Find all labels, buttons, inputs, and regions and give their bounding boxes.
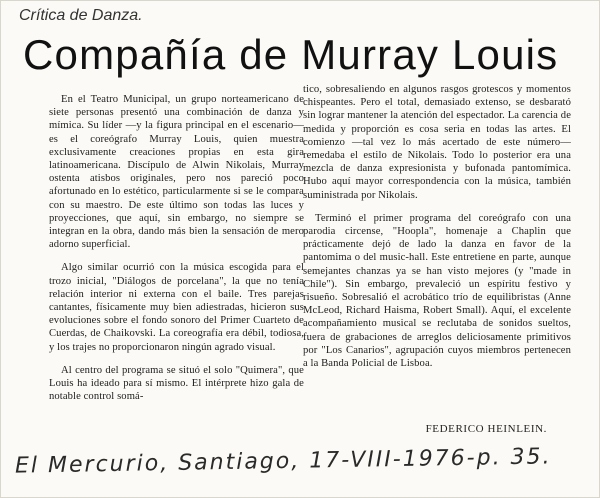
paragraph: Terminó el primer programa del coreógrafo con una parodia circense, "Hoopla", homenaje a Chaplin que prácticamente dejó de lado la danza en favor de la pantomima o del music-hall. Este entretiene en parte, aunque semejantes chanzas ya se han visto mejores (y "made in Chile"). Sin embargo, prevaleció un espíritu festivo y risueño. Sobresalió el acrobático trío de equilibristas (Anne McLeod, Richard Haisma, Robert Small). Aquí, el excelente acompañamiento musical se reclutaba de sonidos sueltos, fuera de grabaciones de arreglos deliciosamente primitivos por "Los Canarios", agrupación cuyos miembros pertenecen a la Banda Policial de Lisboa. — [303, 212, 571, 370]
article-title: Compañía de Murray Louis — [23, 31, 559, 78]
right-column — [303, 83, 571, 380]
paragraph: Algo similar ocurrió con la música escogida para el trozo inicial, "Diálogos de porcelana", la que no tenía relación interior ni externa con el baile. Tres parejas cantantes, físicamente muy bien adiestradas, hicieron sus evoluciones sobre el fondo sonoro del Primer Cuarteto de Cuerdas, de Chaikovski. La coreografía era débil, todiosa, y los trajes no proporcionaron ningún agrado visual. — [49, 262, 304, 353]
left-column — [49, 93, 304, 413]
section-label: Crítica de Danza. — [19, 7, 143, 24]
handwritten-source-note: El Mercurio, Santiago, 17-VIII-1976-p. 35. — [14, 444, 552, 479]
paragraph: En el Teatro Municipal, un grupo norteamericano de siete personas presentó una combinación de danza y mímica. Su líder —y la figura principal en el escenario— es el coreógrafo Murray Louis, quien muestra exclusivamente creaciones propias en esta gira latinoamericana. Discípulo de Alwin Nikolais, Murray ostenta atisbos originales, pero nos pareció poco afortunado en lo estético, particularmente si se le compara con su maestro. De este último son todas las luces y proyecciones, que aquí, sin embargo, no siempre se integran en la obra, dando más bien la sensación de mero adorno superficial. — [49, 94, 304, 251]
paragraph: tico, sobresaliendo en algunos rasgos grotescos y momentos chispeantes. Pero el total, demasiado extenso, se desbarató sin lograr mantener la atención del espectador. La carencia de medida y proporción es cosa seria en todas las artes. El comienzo —tal vez lo más acertado de este número— remedaba el estilo de Nikolais. Todo lo posterior era una mezcla de danza expresionista y bufonada pantomímica. Hubo aquí mayor correspondencia con la música, también suministrada por Nikolais. — [303, 84, 571, 201]
author-signature: FEDERICO HEINLEIN. — [425, 423, 547, 435]
paragraph: Al centro del programa se situó el solo "Quimera", que Louis ha ideado para sí mismo. El intérprete hizo gala de notable control somá- — [49, 364, 304, 403]
